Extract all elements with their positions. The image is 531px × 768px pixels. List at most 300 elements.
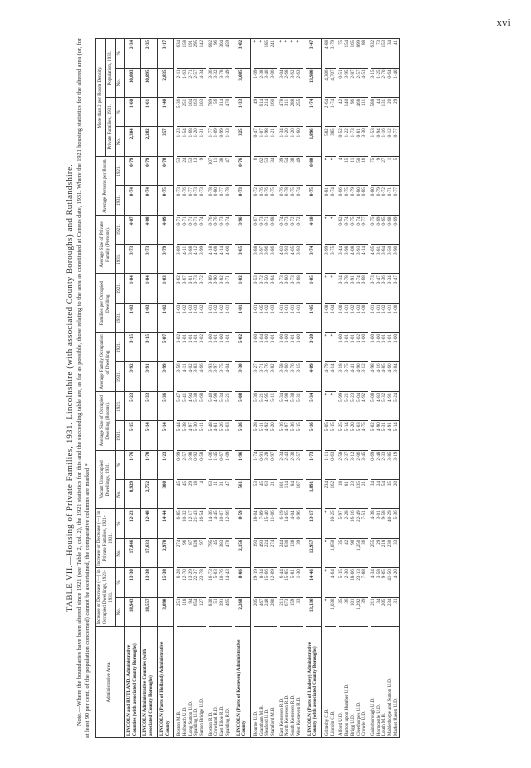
value-cell: 16·54	[200, 509, 206, 538]
value-cell: 1·02	[157, 303, 173, 332]
value-cell: *	[325, 568, 331, 597]
value-cell: 3·76	[291, 362, 297, 391]
value-cell: 10·25	[331, 509, 337, 538]
area-cell: South Kesteven R.D.	[291, 627, 297, 738]
value-cell: *	[325, 538, 331, 567]
value-cell: 8·34	[260, 568, 266, 597]
value-cell: 3·30	[235, 362, 251, 391]
value-cell: 13,130	[306, 597, 322, 626]
value-cell: 0·69	[371, 450, 377, 479]
value-cell: 3·61	[189, 274, 195, 303]
value-cell: 5·38	[194, 391, 200, 420]
value-cell: 31	[220, 480, 226, 509]
value-cell: 2,156	[235, 538, 251, 567]
header-group: Average Persons per Room.	[96, 156, 116, 215]
value-cell: 1·03	[357, 303, 363, 332]
value-cell: 1·31	[200, 127, 206, 156]
value-cell: 1·60	[125, 97, 141, 126]
value-cell: 3·75	[331, 244, 337, 273]
value-cell: 3·58	[377, 568, 383, 597]
value-cell: 205	[254, 597, 260, 626]
value-cell: 0·76	[235, 156, 251, 185]
value-cell: 0·72	[297, 215, 303, 244]
value-cell: 97	[200, 538, 206, 567]
value-cell: 0·71	[183, 215, 189, 244]
value-cell: 1·61	[141, 97, 157, 126]
value-cell: *	[325, 274, 331, 303]
value-cell: 0·74	[141, 186, 157, 215]
value-cell: 5·21	[226, 391, 232, 420]
value-cell: 1·96	[235, 450, 251, 479]
value-cell: 3·74	[306, 244, 322, 273]
value-cell: 3·36	[382, 274, 388, 303]
value-cell: 5·34	[220, 391, 226, 420]
value-cell: 4·98	[214, 391, 220, 420]
value-cell: 0·96	[297, 509, 303, 538]
value-cell: 561	[235, 480, 251, 509]
value-cell: 0·78	[209, 186, 215, 215]
value-cell: 1·09	[226, 450, 232, 479]
value-cell: 4·60	[388, 362, 394, 391]
value-cell: 0·77	[220, 186, 226, 215]
value-cell: 3·81	[377, 244, 383, 273]
value-cell: 1·02	[235, 274, 251, 303]
value-cell: 3·84	[394, 362, 400, 391]
value-cell: 5·36	[291, 421, 297, 450]
area-cell: Spalding U.D.	[194, 627, 200, 738]
value-cell: 42	[339, 97, 345, 126]
value-cell: 1·01	[377, 303, 383, 332]
value-cell: 1·03	[157, 274, 173, 303]
value-cell: 2,282	[141, 127, 157, 156]
value-cell: 4·91	[388, 421, 394, 450]
value-cell: 311	[285, 97, 291, 126]
value-cell: 38	[220, 156, 226, 185]
value-cell: 3·78	[220, 68, 226, 97]
value-cell: 2·43	[285, 450, 291, 479]
value-cell: 1·00	[371, 333, 377, 362]
value-cell: 3·73	[125, 244, 141, 273]
value-cell: 3,090	[157, 597, 173, 626]
value-cell: 4·08	[214, 244, 220, 273]
value-cell: 3·27	[254, 362, 260, 391]
header-group: Average Size of Private Family (Persons).	[96, 215, 116, 274]
value-cell: 15·66	[265, 568, 271, 597]
value-cell: 3·30	[362, 127, 368, 156]
value-cell: 4·11	[183, 362, 189, 391]
value-cell: 2·57	[183, 450, 189, 479]
value-cell: *	[291, 39, 297, 69]
value-cell: 0·47	[254, 127, 260, 156]
value-cell: 5·31	[382, 421, 388, 450]
value-cell: 18,557	[141, 597, 157, 626]
value-cell: 3·62	[177, 274, 183, 303]
value-cell: 4·09	[306, 362, 322, 391]
value-cell: 1,050	[331, 538, 337, 567]
value-cell: 3·14	[339, 274, 345, 303]
value-cell: 1·04	[125, 274, 141, 303]
value-cell: 140	[345, 97, 351, 126]
value-cell: 1·01	[382, 333, 388, 362]
value-cell: 3·04	[280, 68, 286, 97]
area-cell: Lincoln C.B.	[331, 627, 337, 738]
value-cell: 244	[280, 538, 286, 567]
value-cell: 4	[339, 156, 345, 185]
value-cell: 0·97	[271, 450, 277, 479]
value-cell: 1·03	[141, 303, 157, 332]
value-cell: 3·73	[371, 274, 377, 303]
value-cell: 1·00	[394, 303, 400, 332]
value-cell: 0·67	[254, 215, 260, 244]
value-cell: 5	[394, 156, 400, 185]
value-cell: 5·20	[351, 421, 357, 450]
value-cell: 1·00	[265, 333, 271, 362]
value-cell: 5·07	[157, 333, 173, 362]
area-cell: Sleaford U.D.	[265, 627, 271, 738]
value-cell: 3·90	[394, 244, 400, 273]
value-cell: 1·01	[371, 303, 377, 332]
value-cell: 8,929	[125, 480, 141, 509]
value-cell: 4·08	[141, 215, 157, 244]
value-cell: 2·38	[260, 68, 266, 97]
value-cell: 3·60	[285, 362, 291, 391]
value-cell: 3·32	[214, 68, 220, 97]
value-cell: 22·49	[357, 509, 363, 538]
value-cell: 84	[291, 480, 297, 509]
value-cell: 1,896	[306, 127, 322, 156]
header-sub: %	[116, 568, 125, 597]
value-cell: 1·09	[254, 68, 260, 97]
value-cell: 9·58	[382, 509, 388, 538]
value-cell: 142	[200, 39, 206, 69]
value-cell: 304	[220, 39, 226, 69]
value-cell: 3·12	[362, 362, 368, 391]
area-cell: Stamford M.B.	[271, 627, 277, 738]
value-cell: 14·44	[157, 509, 173, 538]
value-cell: 3·06	[271, 68, 277, 97]
value-cell: 0·69	[377, 215, 383, 244]
header-group: Increase or Decrease (—) in Private Families, 1921-1931.	[96, 509, 116, 568]
value-cell: 5·15	[125, 421, 141, 450]
value-cell: 5·38	[183, 421, 189, 450]
value-cell: 4·34	[371, 568, 377, 597]
value-cell: 830	[209, 597, 215, 626]
area-cell: Cleethorpes U.D.	[357, 627, 363, 738]
value-cell: 224	[265, 538, 271, 567]
value-cell: 2·34	[125, 39, 141, 69]
value-cell: 5·03	[357, 421, 363, 450]
value-cell: 1·53	[371, 127, 377, 156]
value-cell: 4·04	[226, 362, 232, 391]
value-cell: 628	[194, 538, 200, 567]
value-cell: 789	[209, 97, 215, 126]
value-cell: 1·03	[177, 303, 183, 332]
value-cell: 1·02	[200, 333, 206, 362]
value-cell: 3·90	[214, 274, 220, 303]
value-cell: 3·68	[297, 274, 303, 303]
value-cell: 2,304	[125, 127, 141, 156]
value-cell: 0·65	[382, 215, 388, 244]
value-cell: 493	[260, 538, 266, 567]
value-cell: 1·03	[189, 303, 195, 332]
value-cell: 0·72	[291, 215, 297, 244]
value-cell: 3·01	[377, 509, 383, 538]
value-cell: 3·93	[285, 244, 291, 273]
table-row	[394, 39, 400, 738]
value-cell: 0·73	[260, 215, 266, 244]
value-cell: 3·96	[235, 215, 251, 244]
value-cell: 1·25	[377, 68, 383, 97]
value-cell: 5·15	[339, 568, 345, 597]
value-cell: 62	[260, 156, 266, 185]
value-cell: 12,957	[306, 538, 322, 567]
value-cell: 1·00	[339, 303, 345, 332]
value-cell: 0·71	[194, 215, 200, 244]
value-cell: 0·99	[177, 450, 183, 479]
value-cell: 5·97	[339, 509, 345, 538]
value-cell: 1·34	[280, 127, 286, 156]
value-cell: 5·28	[254, 421, 260, 450]
value-cell: 0·52	[339, 127, 345, 156]
value-cell: 107	[209, 156, 215, 185]
value-cell: 3·96	[265, 244, 271, 273]
value-cell: *	[331, 274, 337, 303]
header-sub: No.	[116, 68, 125, 97]
value-cell: 1·23	[157, 450, 173, 479]
value-cell: 0·72	[254, 186, 260, 215]
value-cell: 13·30	[125, 568, 141, 597]
value-cell: 2,970	[157, 538, 173, 567]
value-cell: 3·53	[254, 274, 260, 303]
value-cell: 3·83	[194, 362, 200, 391]
area-cell: Horncastle U.D.	[377, 627, 383, 738]
value-cell: 0·73	[194, 186, 200, 215]
value-cell: 0·79	[141, 156, 157, 185]
value-cell: 357	[157, 127, 173, 156]
value-cell: 4·12	[194, 244, 200, 273]
value-cell: 1·08	[325, 303, 331, 332]
value-cell: 4·11	[183, 244, 189, 273]
value-cell: 3·86	[271, 244, 277, 273]
area-cell: East Elloe R.D.	[220, 627, 226, 738]
value-cell: 211	[371, 597, 377, 626]
area-cell: Crowle U.D.	[362, 627, 368, 738]
value-cell: 16·16	[351, 509, 357, 538]
value-cell: 1·02	[183, 303, 189, 332]
value-cell: *	[297, 39, 303, 69]
value-cell: 8·06	[235, 568, 251, 597]
value-cell: 63	[209, 480, 215, 509]
value-cell: 0·73	[220, 215, 226, 244]
value-cell: 5·26	[220, 421, 226, 450]
header-group: Private Families, 1931.	[106, 97, 116, 156]
value-cell: 3·71	[226, 274, 232, 303]
value-cell: 3·75	[345, 362, 351, 391]
value-cell: 1·09	[214, 127, 220, 156]
value-cell: 23·13	[357, 568, 363, 597]
value-cell: 1·00	[280, 333, 286, 362]
value-cell: 1,891	[306, 480, 322, 509]
value-cell: 8·59	[235, 509, 251, 538]
value-cell: 1·33	[235, 97, 251, 126]
value-cell: 159	[291, 597, 297, 626]
value-cell: 3·50	[265, 274, 271, 303]
value-cell: 255	[371, 538, 377, 567]
value-cell: 5·36	[157, 391, 173, 420]
value-cell: 118	[183, 597, 189, 626]
value-cell: 3·95	[345, 68, 351, 97]
value-cell: 0·75	[345, 186, 351, 215]
value-cell: 5·36	[394, 509, 400, 538]
value-cell: *	[260, 39, 266, 69]
value-cell: 1·05	[306, 303, 322, 332]
value-cell: 2·11	[177, 68, 183, 97]
value-cell: 0·62	[339, 215, 345, 244]
value-cell: 1·02	[200, 303, 206, 332]
value-cell: 1,030	[331, 597, 337, 626]
value-cell: 5·03	[214, 568, 220, 597]
value-cell: 1·00	[362, 303, 368, 332]
value-cell: 0·67	[220, 450, 226, 479]
value-cell: 2·37	[345, 450, 351, 479]
value-cell: 3·60	[285, 274, 291, 303]
value-cell: 18,943	[125, 597, 141, 626]
value-cell: 3·65	[235, 244, 251, 273]
value-cell: 1,250	[357, 538, 363, 567]
value-cell: 5·03	[226, 421, 232, 450]
value-cell: 10,895	[141, 68, 157, 97]
value-cell: 0·80	[371, 186, 377, 215]
value-cell: 39	[362, 597, 368, 626]
value-cell: *	[325, 215, 331, 244]
value-cell: 47	[226, 156, 232, 185]
value-cell: 614	[260, 97, 266, 126]
value-cell: 0·68	[388, 215, 394, 244]
value-cell: 465	[226, 597, 232, 626]
header-group: Average Size of Occupied Dwelling (Rooms).	[96, 391, 116, 450]
value-cell: 1·01	[291, 333, 297, 362]
table-row	[125, 39, 141, 738]
value-cell: *	[325, 156, 331, 185]
value-cell: 3·56	[177, 362, 183, 391]
value-cell: 5·38	[291, 391, 297, 420]
value-cell: 3·89	[177, 244, 183, 273]
value-cell: 3·79	[331, 39, 337, 69]
header-sub: 1931.	[116, 244, 125, 273]
value-cell: 218	[382, 538, 388, 567]
area-cell: Boston R.D.	[209, 627, 215, 738]
value-cell: 1·74	[254, 450, 260, 479]
value-cell: 45	[214, 538, 220, 567]
value-cell: 41	[394, 39, 400, 69]
value-cell: 10·76	[220, 568, 226, 597]
value-cell: 588	[371, 97, 377, 126]
value-cell: *	[331, 333, 337, 362]
value-cell: 1·01	[388, 333, 394, 362]
value-cell: 1·03	[194, 303, 200, 332]
housing-table	[95, 38, 400, 738]
value-cell: 3·73	[291, 274, 297, 303]
value-cell: 1·16	[382, 127, 388, 156]
value-cell: 214	[265, 97, 271, 126]
value-cell: 13·29	[189, 568, 195, 597]
value-cell: 0·77	[362, 215, 368, 244]
value-cell: 54	[382, 480, 388, 509]
value-cell: 5·31	[297, 391, 303, 420]
value-cell: 1·73	[351, 127, 357, 156]
header-sub: 1931.	[116, 186, 125, 215]
value-cell: *	[331, 215, 337, 244]
value-cell: 4·09	[157, 215, 173, 244]
value-cell: 0·66	[339, 186, 345, 215]
value-cell: 2,752	[141, 480, 157, 509]
value-cell: 3·47	[394, 274, 400, 303]
value-cell: 4·08	[351, 244, 357, 273]
value-cell: 3·15	[141, 333, 157, 362]
value-cell: 3·40	[265, 68, 271, 97]
value-cell: 4·51	[362, 68, 368, 97]
value-cell: 15·85	[285, 568, 291, 597]
value-cell: 1·63	[183, 68, 189, 97]
value-cell: 0·71	[177, 215, 183, 244]
value-cell: 7·89	[260, 509, 266, 538]
value-cell: 1·00	[362, 333, 368, 362]
value-cell: 165	[351, 39, 357, 69]
value-cell: 1·40	[157, 97, 173, 126]
value-cell: 5·14	[394, 421, 400, 450]
value-cell: 5·11	[260, 421, 266, 450]
value-cell: 11	[214, 480, 220, 509]
area-cell: Long Sutton U.D.	[189, 627, 195, 738]
value-cell: 2·58	[339, 450, 345, 479]
value-cell: 21	[362, 480, 368, 509]
area-cell: Boston M.B.	[177, 627, 183, 738]
value-cell: 3·82	[220, 274, 226, 303]
value-cell: 15·38	[157, 568, 173, 597]
value-cell: 3·72	[260, 274, 266, 303]
area-cell: Grantham M.B.	[260, 627, 266, 738]
value-cell: 5·34	[280, 391, 286, 420]
value-cell: 5·20	[271, 421, 277, 450]
value-cell: 9	[377, 156, 383, 185]
area-cell: Sutton Bridge U.D.	[200, 627, 206, 738]
header-group: Average Family Occupation of Dwelling.	[96, 333, 116, 392]
value-cell: 44	[377, 97, 383, 126]
value-cell: 11·06	[271, 509, 277, 538]
value-cell: 241	[271, 39, 277, 69]
value-cell: 1·00	[339, 333, 345, 362]
value-cell: 2·57	[297, 450, 303, 479]
value-cell: 2·33	[382, 450, 388, 479]
value-cell: 3·71	[260, 362, 266, 391]
value-cell: 29	[394, 97, 400, 126]
value-cell: 42	[345, 538, 351, 567]
table-title: TABLE VII.—Housing of Private Families, 1931. Lincolnshire (with associated County Boroughs) and Rutlandshire.	[64, 164, 74, 612]
header-sub: 1931.	[116, 362, 125, 391]
value-cell: 1·01	[189, 333, 195, 362]
value-cell: 1·01	[235, 303, 251, 332]
value-cell: 3·82	[271, 362, 277, 391]
value-cell: 3·73	[141, 244, 157, 273]
value-cell: 1·04	[331, 303, 337, 332]
value-cell: 1·30	[297, 568, 303, 597]
value-cell: 0·80	[357, 186, 363, 215]
value-cell: 4·64	[331, 568, 337, 597]
value-cell: 2·57	[357, 68, 363, 97]
table-row	[306, 39, 322, 738]
value-cell: 0·74	[297, 186, 303, 215]
value-cell: 0·75	[351, 215, 357, 244]
